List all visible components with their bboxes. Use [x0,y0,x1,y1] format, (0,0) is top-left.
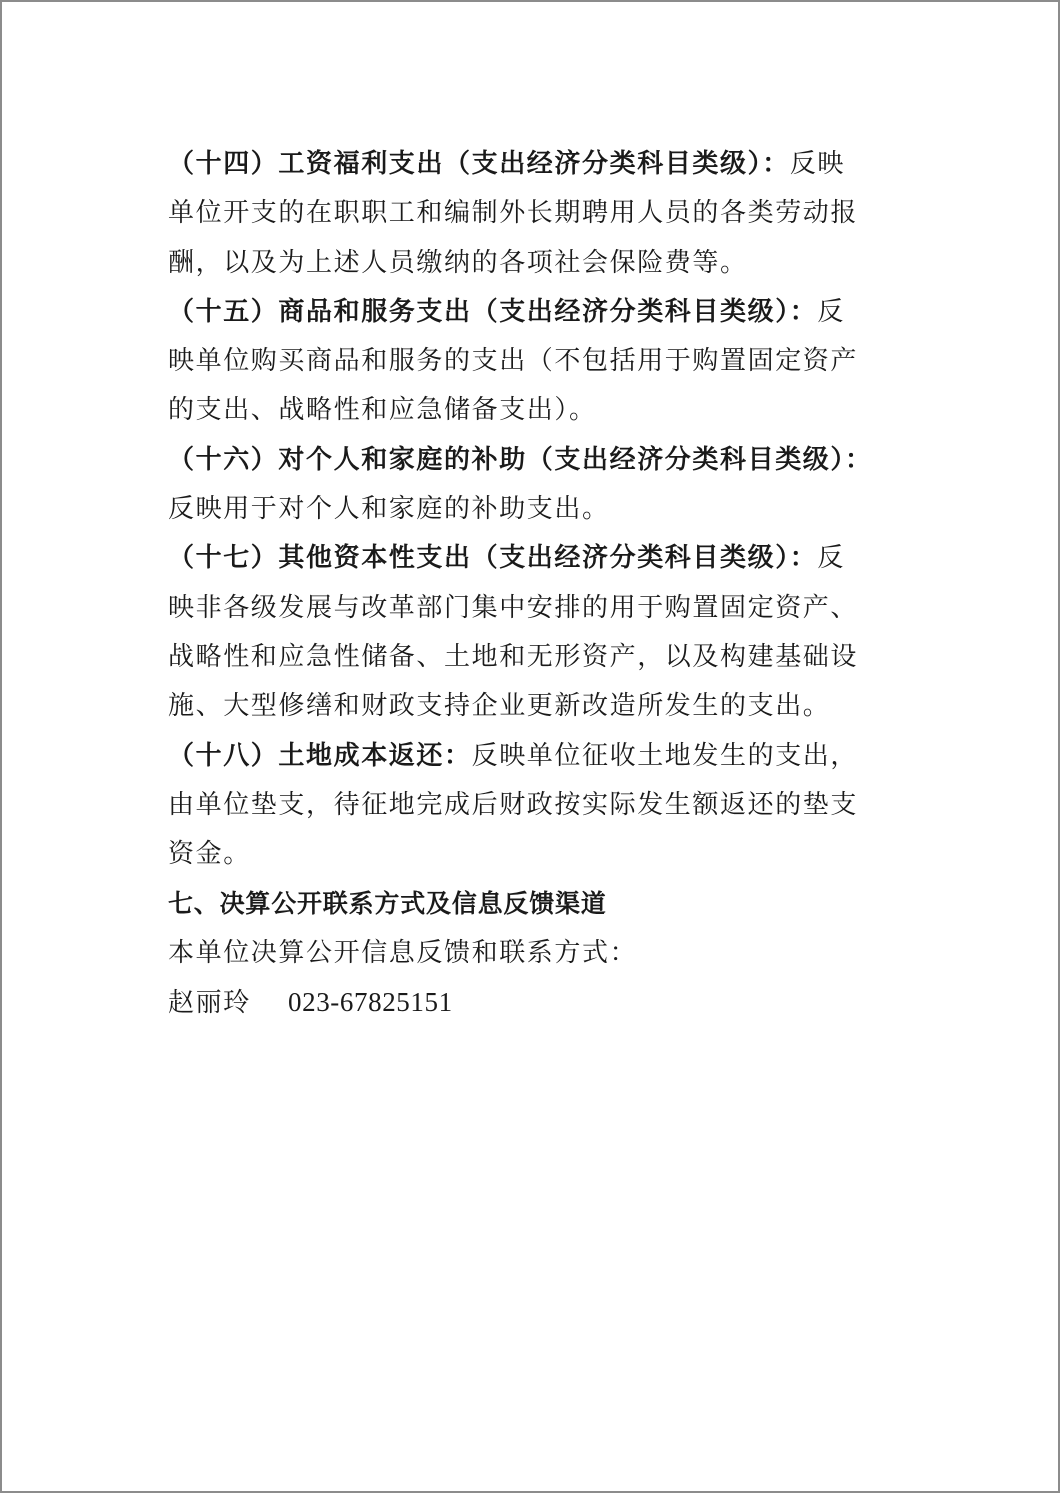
section-17-text-1: 反 [817,543,846,574]
section-15-text-3: 的支出、战略性和应急储备支出）。 [168,395,597,426]
section-14 [168,140,928,288]
contact-intro: 本单位决算公开信息反馈和联系方式： [168,937,638,968]
section-14-text-3: 酬，以及为上述人员缴纳的各项社会保险费等。 [168,247,748,278]
section-18 [168,732,928,880]
contact-block [168,929,928,1029]
section-15-title: （十五）商品和服务支出（支出经济分类科目类级）： [168,296,818,327]
section-7-heading: 七、决算公开联系方式及信息反馈渠道 [168,889,607,919]
section-17-text-2: 映非各级发展与改革部门集中安排的用于购置固定资产、 [168,592,859,623]
section-17 [168,534,928,731]
section-15-text-2: 映单位购买商品和服务的支出（不包括用于购置固定资产 [168,346,859,377]
contact-line [168,978,928,1028]
section-17-title: （十七）其他资本性支出（支出经济分类科目类级）： [168,543,818,574]
section-15-text-1: 反 [817,296,846,327]
section-14-text-1: 反映 [789,149,846,179]
contact-phone: 023-67825151 [288,987,453,1018]
section-15 [168,288,928,436]
section-18-title: （十八）土地成本返还： [168,740,472,771]
section-18-text-1: 反映单位征收土地发生的支出， [471,740,859,771]
section-17-line-1 [168,534,928,583]
section-17-text-3: 战略性和应急性储备、土地和无形资产，以及构建基础设 [168,641,859,672]
contact-name: 赵丽玲 [168,988,251,1019]
section-18-text-2: 由单位垫支，待征地完成后财政按实际发生额返还的垫支 [168,789,859,820]
section-18-line-1 [168,732,928,781]
section-16-line-1 [168,436,928,485]
section-17-text-4: 施、大型修缮和财政支持企业更新改造所发生的支出。 [168,691,831,722]
section-16-text-2: 反映用于对个人和家庭的补助支出。 [168,494,610,525]
section-16-title: （十六）对个人和家庭的补助（支出经济分类科目类级）： [168,444,873,475]
section-15-line-1 [168,288,928,337]
document-body [168,140,928,1028]
section-14-text-2: 单位开支的在职职工和编制外长期聘用人员的各类劳动报 [168,198,859,229]
section-14-title: （十四）工资福利支出（支出经济分类科目类级）： [168,149,790,179]
section-18-text-3: 资金。 [168,839,251,870]
section-14-line-1 [168,140,928,189]
section-16 [168,436,928,535]
